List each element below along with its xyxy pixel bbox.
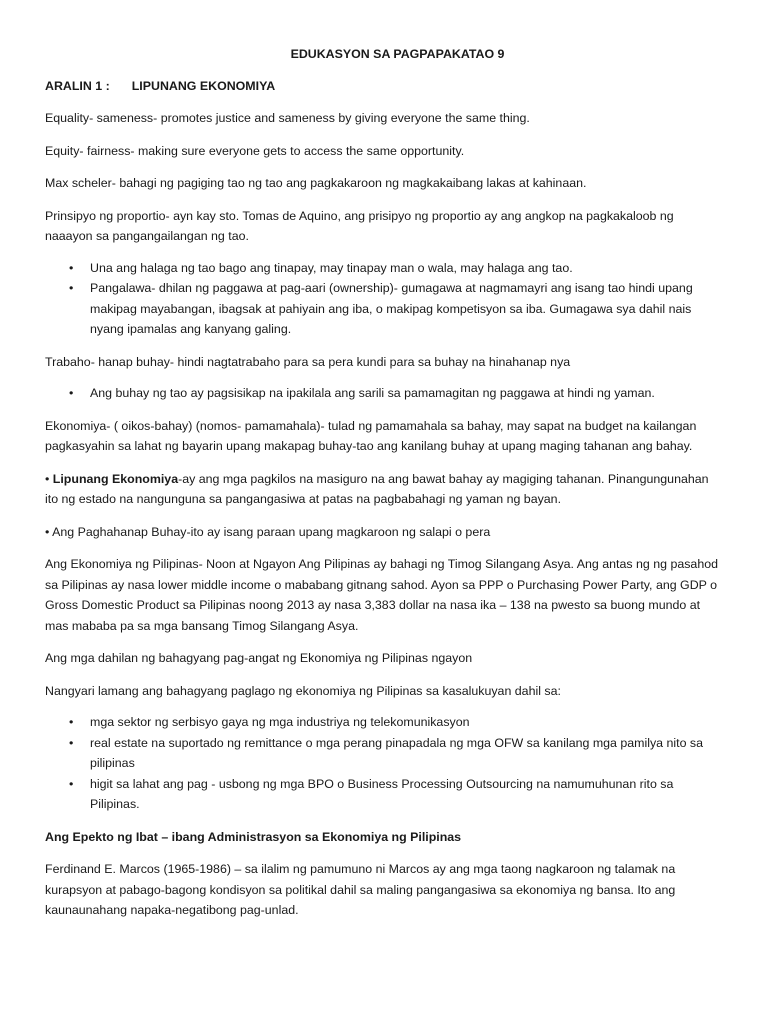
document-title: EDUKASYON SA PAGPAPAKATAO 9: [290, 47, 505, 61]
list-item: • Pangalawa- dhilan ng paggawa at pag-aari (ownership)- gumagawa at nagmamayri ang isang tao hindi upang makipag mayabangan, ibagsak at pahiyain ang iba, o makipag kompetisyon sa iba. Gumagawa sya dahil nais nyang ipamalas ang kanyang galing.: [90, 278, 718, 340]
paragraph-prinsipyo: Prinsipyo ng proportio- ayn kay sto. Tomas de Aquino, ang prisipyo ng proportio ay ang angkop na pagkakaloob ng naaayon sa pangangailangan ng tao.: [45, 208, 674, 243]
term-lipunang-ekonomiya: Lipunang Ekonomiya: [52, 471, 179, 486]
inline-bullet: •: [45, 471, 50, 486]
paragraph-trabaho: Trabaho- hanap buhay- hindi nagtatrabaho para sa pera kundi para sa buhay na hinahanap nya: [45, 354, 571, 369]
paragraph-ekonomiya-pilipinas: Ang Ekonomiya ng Pilipinas- Noon at Ngayon Ang Pilipinas ay bahagi ng Timog Silangang Asya. Ang antas ng ng pasahod sa Pilipinas ay nasa lower middle income o mababang gitnang sahod. Ayon sa PPP o Purchasing Power Party, ang GDP o Gross Domestic Product sa Pilipinas noong 2013 ay nasa 3,383 dollar na nasa ika – 138 na pwesto sa buong mundo at mas mababa pa sa mga bansang Timog Silangang Asya.: [45, 557, 718, 633]
lesson-title: LIPUNANG EKONOMIYA: [131, 78, 276, 93]
paragraph-ekonomiya: Ekonomiya- ( oikos-bahay) (nomos- pamamahala)- tulad ng pamamahala sa bahay, may sapat na budget na kailangan pagkasyahin sa lahat ng bayarin upang makapag buhay-tao ang kanilang buhay at upang maging tahanan ang bahay.: [45, 418, 697, 453]
section-heading-epekto: Ang Epekto ng Ibat – ibang Administrasyon sa Ekonomiya ng Pilipinas: [45, 829, 462, 844]
paragraph-nangyari: Nangyari lamang ang bahagyang paglago ng ekonomiya ng Pilipinas sa kasalukuyan dahil sa:: [45, 683, 561, 698]
bullet-list-dahilan: [45, 712, 718, 815]
bullet-list-proportio: [45, 258, 718, 340]
list-item: • higit sa lahat ang pag - usbong ng mga BPO o Business Processing Outsourcing na namumuhunan rito sa Pilipinas.: [90, 774, 718, 815]
lesson-label: ARALIN 1 :: [45, 78, 110, 93]
list-item: • Una ang halaga ng tao bago ang tinapay, may tinapay man o wala, may halaga ang tao.: [90, 258, 718, 279]
paragraph-marcos: Ferdinand E. Marcos (1965-1986) – sa ilalim ng pamumuno ni Marcos ay ang mga taong nagkaroon ng talamak na kurapsyon at pabago-bagong kondisyon sa politikal dahil sa maling pangangasiwa sa ekonomiya ng bansa. Ito ang kaunaunahang napaka-negatibong pag-unlad.: [45, 862, 676, 917]
paragraph-equality: Equality- sameness- promotes justice and sameness by giving everyone the same thing.: [45, 111, 530, 125]
list-item: • real estate na suportado ng remittance o mga perang pinapadala ng mga OFW sa kanilang mga pamilya nito sa pilipinas: [90, 733, 718, 774]
paragraph-dahilan: Ang mga dahilan ng bahagyang pag-angat ng Ekonomiya ng Pilipinas ngayon: [45, 651, 473, 665]
list-item: • mga sektor ng serbisyo gaya ng mga industriya ng telekomunikasyon: [90, 712, 718, 733]
definition-text: -ay ang mga pagkilos na masiguro na ang bawat bahay ay magiging tahanan. Pinangungunahan ito ng estado na nangunguna sa pangangasiwa at patas na pagbabahagi ng yaman ng bayan.: [45, 471, 709, 506]
paragraph-max-scheler: Max scheler- bahagi ng pagiging tao ng tao ang pagkakaroon ng magkakaibang lakas at kahinaan.: [45, 176, 587, 190]
lesson-heading: [45, 76, 718, 97]
paragraph-equity: Equity- fairness- making sure everyone gets to access the same opportunity.: [45, 143, 465, 158]
list-item: • Ang buhay ng tao ay pagsisikap na ipakilala ang sarili sa pamamagitan ng paggawa at hindi ng yaman.: [90, 383, 718, 404]
paragraph-paghahanap-buhay: • Ang Paghahanap Buhay-ito ay isang paraan upang magkaroon ng salapi o pera: [45, 524, 491, 539]
bullet-list-trabaho: [45, 383, 718, 404]
paragraph-lipunang-ekonomiya: [45, 469, 718, 510]
